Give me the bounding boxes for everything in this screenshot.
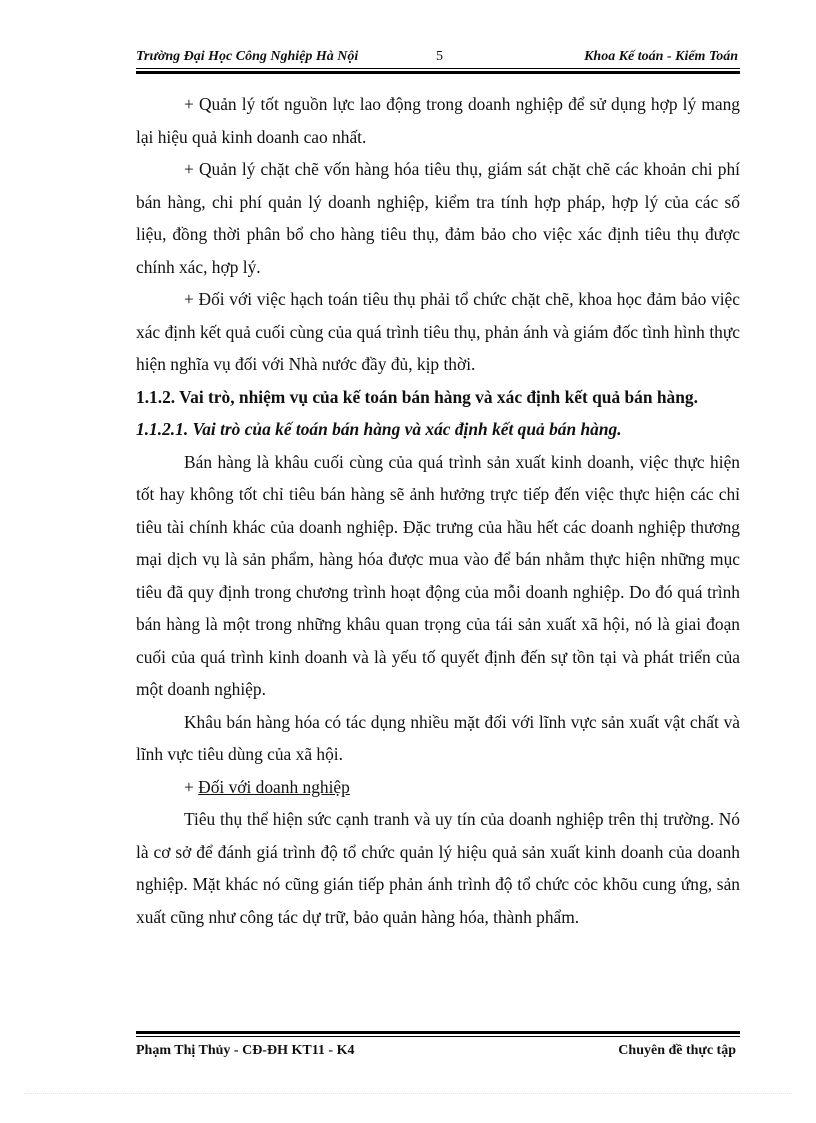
- page-bottom-edge: [24, 1093, 792, 1094]
- footer-rule-thick: [136, 1031, 740, 1034]
- paragraph-role-of-sales: Bán hàng là khâu cuối cùng của quá trình sản xuất kinh doanh, việc thực hiện tốt hay không tốt chỉ tiêu bán hàng sẽ ảnh hưởng trực tiếp đến việc thực hiện các chỉ tiêu tài chính khác của doanh nghiệp. Đặc trưng của hầu hết các doanh nghiệp thương mại dịch vụ là sản phẩm, hàng hóa được mua vào để bán nhằm thực hiện những mục tiêu đã quy định trong chương trình hoạt động của mỗi doanh nghiệp. Do đó quá trình bán hàng là một trong những khâu quan trọng của tái sản xuất xã hội, nó là giai đoạn cuối của quá trình kinh doanh và là yếu tố quyết định đến sự tồn tại và phát triển của một doanh nghiệp.: [136, 451, 740, 699]
- header-school-name: Trường Đại Học Công Nghiệp Hà Nội: [136, 49, 359, 64]
- paragraph-sales-effects: Khâu bán hàng hóa có tác dụng nhiều mặt đối với lĩnh vực sản xuất vật chất và lĩnh vực tiêu dùng của xã hội.: [136, 711, 740, 764]
- page-body: [136, 88, 740, 933]
- paragraph-capital-management: + Quản lý chặt chẽ vốn hàng hóa tiêu thụ, giám sát chặt chẽ các khoản chi phí bán hàng, chi phí quản lý doanh nghiệp, kiểm tra tính hợp pháp, hợp lý của các số liệu, đồng thời phân bổ cho hàng tiêu thụ, đảm bảo cho việc xác định tiêu thụ được chính xác, hợp lý.: [136, 159, 740, 277]
- subheading-for-enterprise-label: Đối với doanh nghiệp: [198, 776, 350, 797]
- page-footer: [136, 1043, 740, 1063]
- header-rule: [136, 68, 740, 74]
- footer-document-type: Chuyên đề thực tập: [618, 1043, 736, 1058]
- paragraph-sales-accounting: + Đối với việc hạch toán tiêu thụ phải tổ chức chặt chẽ, khoa học đảm bảo việc xác định kết quả cuối cùng của quá trình tiêu thụ, phản ánh và giám đốc tình hình thực hiện nghĩa vụ đối với Nhà nước đầy đủ, kịp thời.: [136, 289, 740, 374]
- header-department: Khoa Kế toán - Kiểm Toán: [584, 49, 738, 64]
- footer-rule: [136, 1031, 740, 1037]
- paragraph-labor-management: + Quản lý tốt nguồn lực lao động trong doanh nghiệp để sử dụng hợp lý mang lại hiệu quả kinh doanh cao nhất.: [136, 94, 740, 147]
- section-heading-1-1-2-1: 1.1.2.1. Vai trò của kế toán bán hàng và xác định kết quả bán hàng.: [136, 419, 622, 439]
- footer-rule-thin: [136, 1036, 740, 1037]
- footer-author: Phạm Thị Thủy - CĐ-ĐH KT11 - K4: [136, 1043, 355, 1058]
- subheading-for-enterprise: [136, 771, 740, 804]
- header-page-number: 5: [436, 49, 443, 64]
- subheading-prefix: +: [184, 776, 199, 797]
- header-rule-thin: [136, 68, 740, 69]
- page-header: [136, 49, 740, 67]
- header-rule-thick: [136, 71, 740, 74]
- section-heading-1-1-2: 1.1.2. Vai trò, nhiệm vụ của kế toán bán hàng và xác định kết quả bán hàng.: [136, 386, 698, 407]
- paragraph-competitiveness: Tiêu thụ thể hiện sức cạnh tranh và uy tín của doanh nghiệp trên thị trường. Nó là cơ sở để đánh giá trình độ tổ chức quản lý hiệu quả sản xuất kinh doanh của doanh nghiệp. Mặt khác nó cũng gián tiếp phản ánh trình độ tổ chức cỏc khõu cung ứng, sản xuất cũng như công tác dự trữ, bảo quản hàng hóa, thành phẩm.: [136, 809, 740, 927]
